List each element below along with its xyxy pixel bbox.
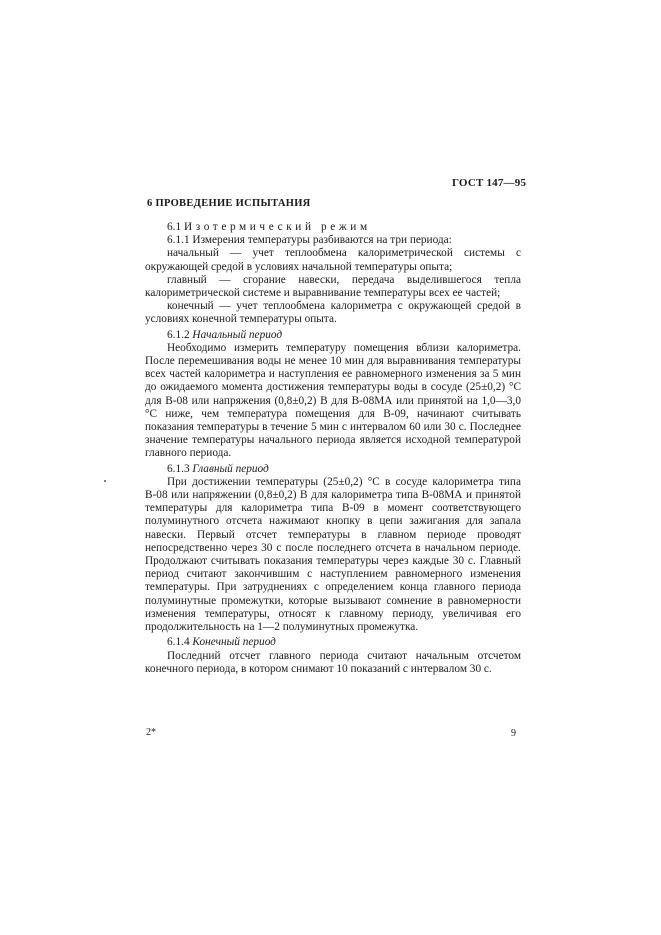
subsection-6-1-3-number: 6.1.3 [167, 462, 193, 475]
subsection-6-1-2-heading [145, 329, 521, 342]
paragraph-main-period-definition: главный — сгорание навески, передача выделившегося тепла калориметрической системе и выравнивание температуры всех ее частей; [145, 273, 521, 300]
scan-speck [104, 480, 106, 482]
subsection-6-1-heading [145, 221, 521, 234]
paragraph-final-period-definition: конечный — учет теплообмена калориметра с окружающей средой в условиях конечной температуры опыта. [145, 300, 521, 326]
subsection-6-1-4-title: Конечный период [192, 636, 276, 649]
document-body [145, 221, 521, 676]
page-number: 9 [511, 728, 516, 739]
paragraph-6-1-4: Последний отсчет главного периода считают начальным отсчетом конечного периода, в котором снимают 10 показаний с интервалом 30 с. [145, 649, 521, 675]
subsection-6-1-number: 6.1 [167, 221, 184, 233]
standard-header: ГОСТ 147—95 [452, 177, 527, 189]
subsection-6-1-2-title: Начальный период [192, 328, 283, 341]
subsection-6-1-4-heading [145, 636, 521, 649]
paragraph-6-1-3: При достижении температуры (25±0,2) °С в сосуде калориметра типа В-08 или напряжении (0,8±0,2) В для калориметра типа В-08МА и принятой температуры для калориметра типа В-09 в момент соответствующего полуминутного отсчета нажимают кнопку в цепи зажигания для запала навески. Первый отсчет температуры в главном периоде проводят непосредственно через 30 с после последнего отсчета в начальном периоде. Продолжают считывать показания температуры через каждые 30 с. Главный период считают закончившим с наступлением равномерного изменения температуры. При затруднениях с определением конца главного периода полуминутные промежутки, которые вызывают сомнение в равномерности изменения температуры, относят к главному периоду, увеличивая его продолжительность на 1—2 полуминутных промежутка. [145, 475, 521, 634]
footer-signature-mark: 2* [146, 727, 156, 738]
subsection-6-1-2-number: 6.1.2 [167, 328, 193, 341]
section-title: 6 ПРОВЕДЕНИЕ ИСПЫТАНИЯ [147, 198, 311, 209]
subsection-6-1-3-heading [145, 463, 521, 476]
subsection-6-1-4-number: 6.1.4 [167, 636, 193, 649]
subsection-6-1-title: Изотермический режим [183, 221, 371, 233]
paragraph-6-1-1: 6.1.1 Измерения температуры разбиваются на три периода: [167, 234, 452, 247]
paragraph-initial-period-definition: начальный — учет теплообмена калориметрической системы с окружающей средой в условиях начальной температуры опыта; [145, 247, 521, 273]
paragraph-6-1-2: Необходимо измерить температуру помещения вблизи калориметра. После перемешивания воды не менее 10 мин для выравнивания температуры всех частей калориметра и наступления ее равномерного изменения за 5 мин до ожидаемого момента достижения температуры воды в сосуде (25±0,2) °С для В-08 или напряжения (0,8±0,2) В для В-08МА или принятой на 1,0—3,0 °С ниже, чем температура помещения для В-09, начинают считывать показания температуры в течение 5 мин с интервалом 60 или 30 с. Последнее значение температуры начального периода является исходной температурой главного периода. [145, 341, 521, 460]
subsection-6-1-3-title: Главный период [192, 462, 269, 475]
